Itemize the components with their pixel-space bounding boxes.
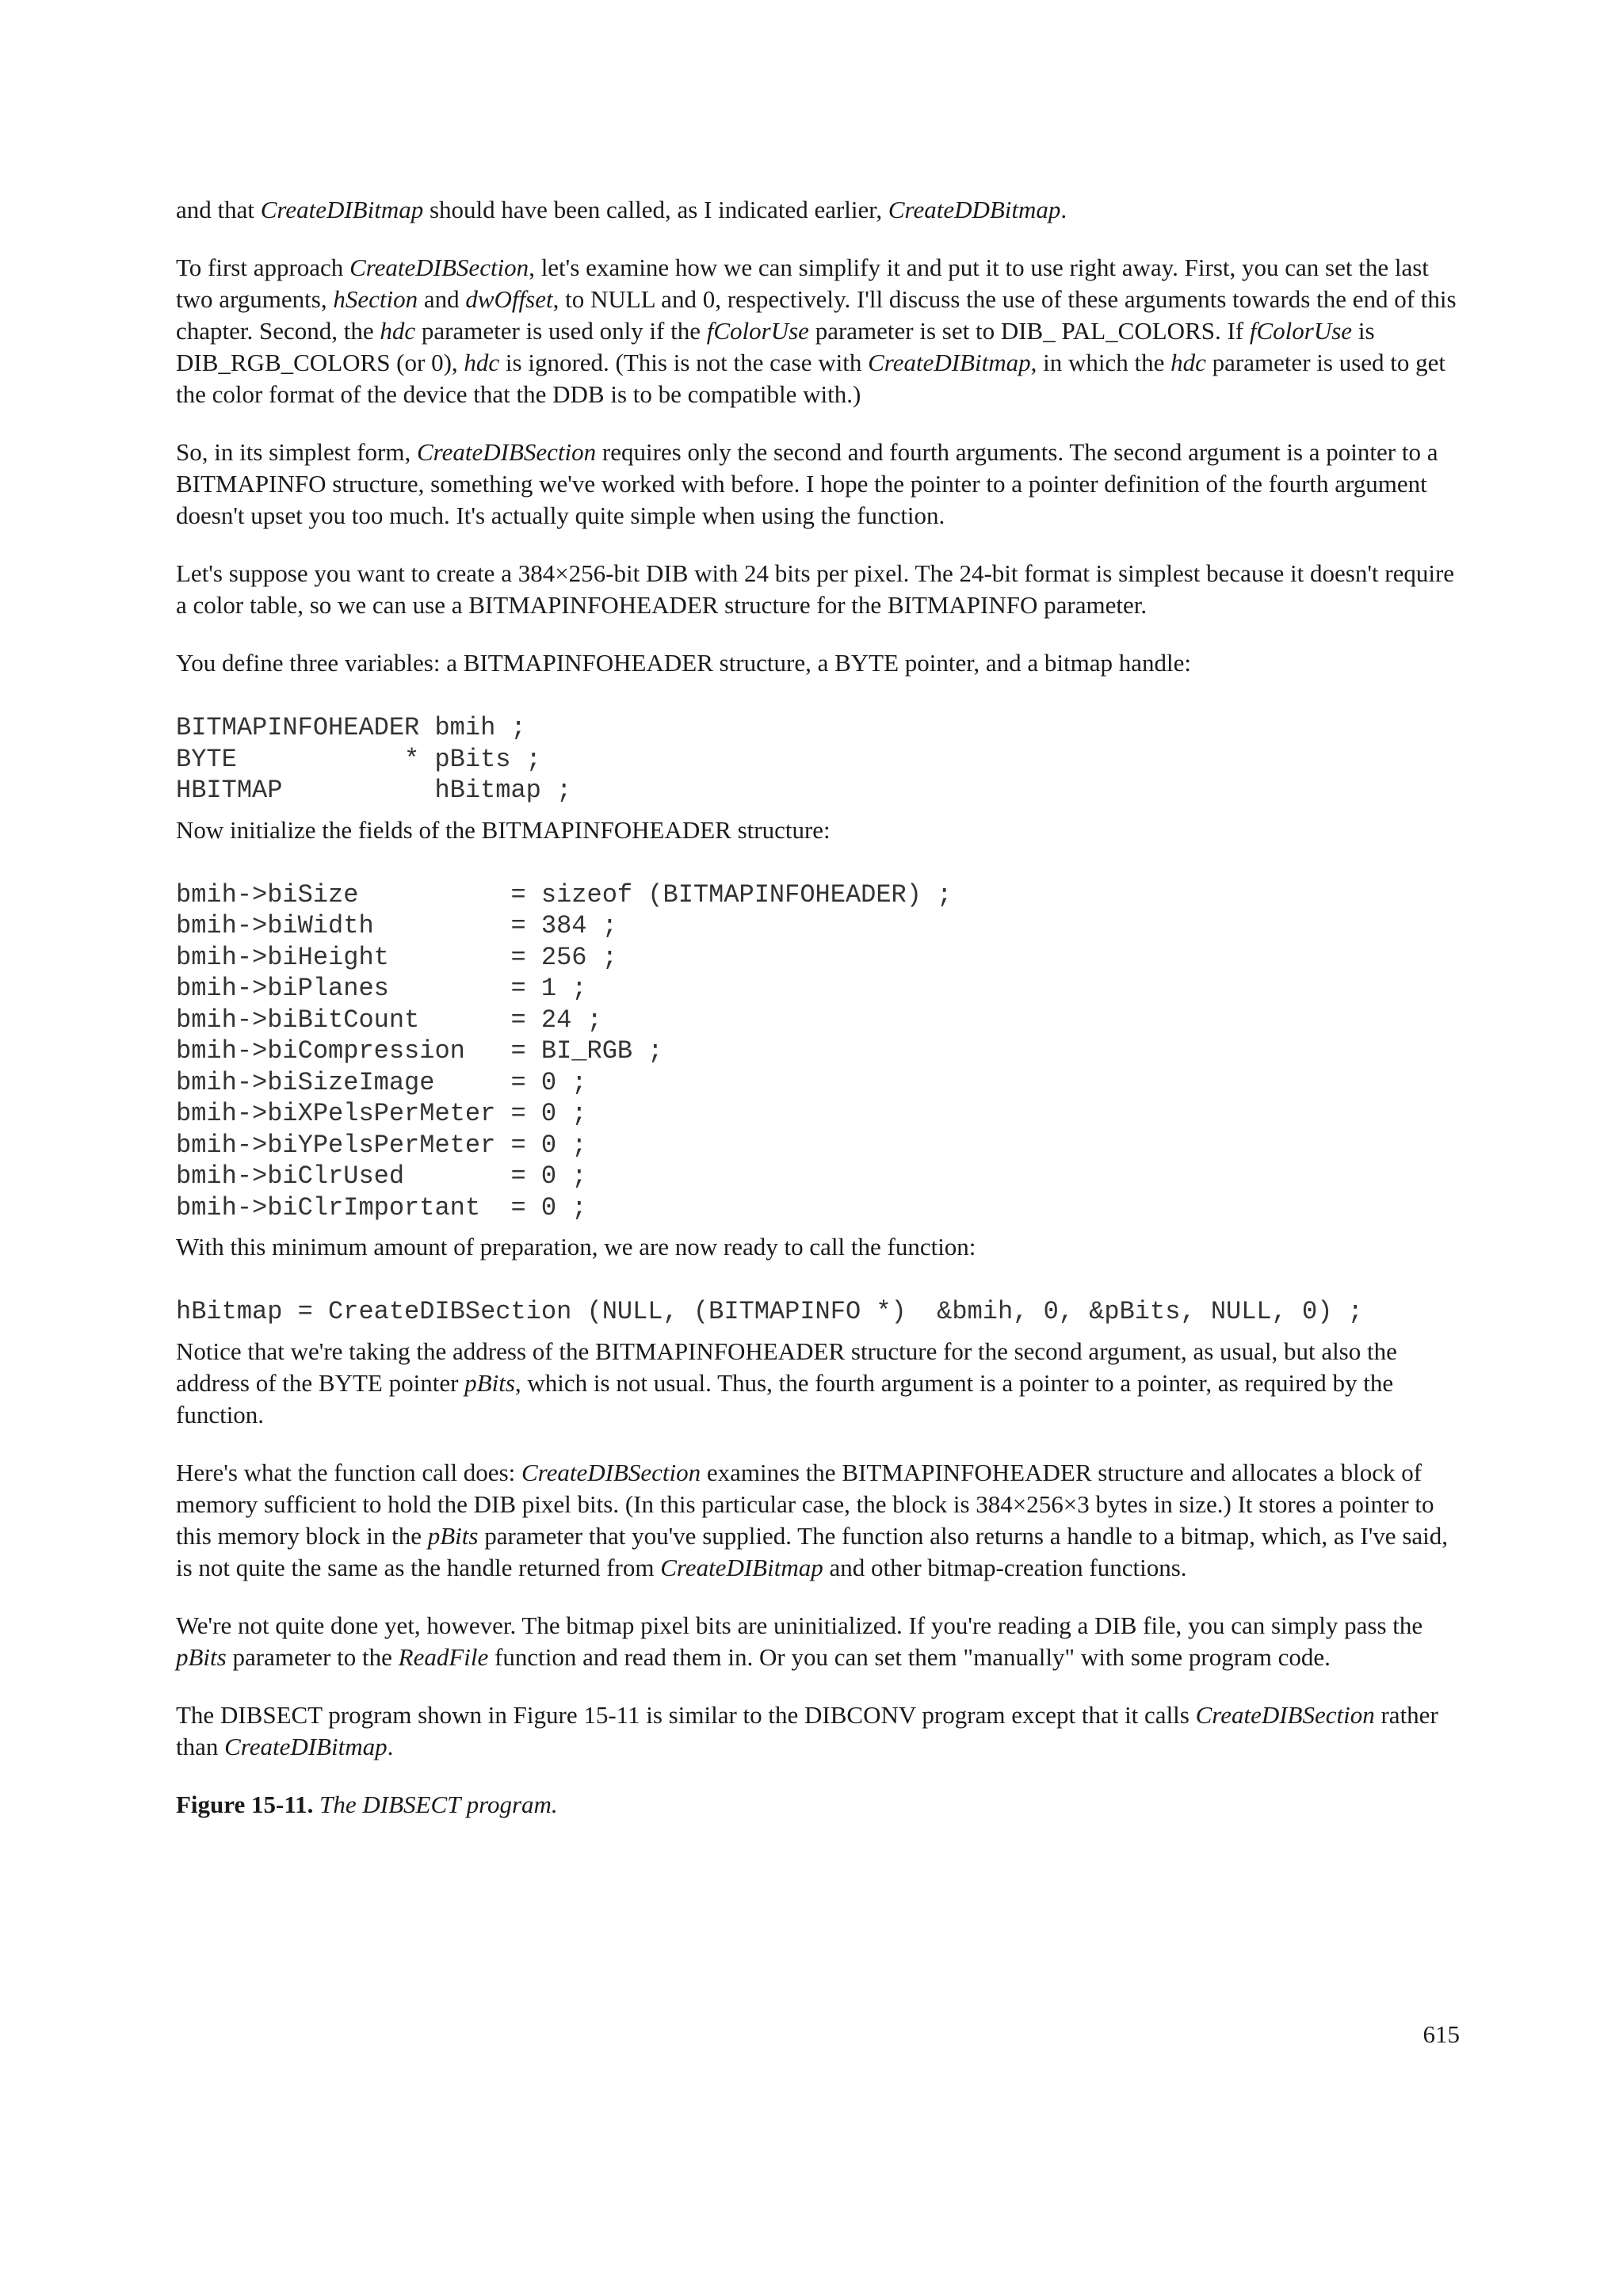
text-run: , let's examine how we can simplify it and put it to use right away. First, you can set the last two arguments, <box>176 254 1429 313</box>
text-run: , to NULL and 0, respectively. I'll discuss the use of these arguments towards the end of this chapter. Second, the <box>176 285 1457 345</box>
paragraph <box>176 814 1460 846</box>
italic-term: CreateDIBSection <box>417 438 597 466</box>
text-run: should have been called, as I indicated earlier, <box>423 196 888 223</box>
text-run: parameter is used only if the <box>415 317 707 345</box>
text-run: parameter that you've supplied. The function also returns a handle to a bitmap, which, as I've said, is not quite the same as the handle returned from <box>176 1521 1448 1581</box>
document-page <box>176 194 1460 1821</box>
text-run: rather than <box>176 1700 1438 1760</box>
paragraph <box>176 1457 1460 1584</box>
italic-term: fColorUse <box>1249 317 1353 345</box>
italic-term: fColorUse <box>706 317 809 345</box>
text-run: parameter is used to get the color format of the device that the DDB is to be compatible with.) <box>176 349 1446 408</box>
text-run: function and read them in. Or you can set them "manually" with some program code. <box>488 1642 1331 1671</box>
text-run: , in which the <box>1030 349 1171 376</box>
code-block <box>176 712 1460 807</box>
code-line: bmih->biHeight = 256 ; <box>176 942 617 972</box>
text-run: Let's suppose you want to create a 384×256-bit DIB with 24 bits per pixel. The 24-bit format is simplest because it doesn't require a color table, so we can use a BITMAPINFOHEADER structure for the BITMAPINFO parameter. <box>176 559 1455 619</box>
code-line: BITMAPINFOHEADER bmih ; <box>176 713 526 742</box>
italic-term: hSection <box>333 285 418 313</box>
text-run: Notice that we're taking the address of the BITMAPINFOHEADER structure for the second argument, as usual, but also the address of the BYTE pointer <box>176 1337 1397 1397</box>
italic-term: ReadFile <box>398 1642 489 1671</box>
text-run: To first approach <box>176 254 350 281</box>
italic-term: CreateDIBitmap <box>868 349 1031 376</box>
paragraph <box>176 647 1460 679</box>
text-run: You define three variables: a BITMAPINFOHEADER structure, a BYTE pointer, and a bitmap handle: <box>176 649 1191 677</box>
code-line: bmih->biWidth = 384 ; <box>176 911 617 940</box>
code-block <box>176 1296 1460 1328</box>
code-line: BYTE * pBits ; <box>176 744 541 774</box>
code-line: bmih->biYPelsPerMeter = 0 ; <box>176 1130 587 1160</box>
text-run: With this minimum amount of preparation, we are now ready to call the function: <box>176 1233 976 1261</box>
italic-term: hdc <box>380 317 416 345</box>
text-run: Now initialize the fields of the BITMAPINFOHEADER structure: <box>176 815 831 844</box>
text-run: . <box>1060 196 1067 223</box>
text-run: is DIB_RGB_COLORS (or 0), <box>176 317 1375 376</box>
paragraph <box>176 252 1460 410</box>
italic-term: CreateDIBSection <box>521 1458 701 1486</box>
code-line: bmih->biCompression = BI_RGB ; <box>176 1036 663 1066</box>
text-run: We're not quite done yet, however. The bitmap pixel bits are uninitialized. If you're reading a DIB file, you can simply pass the <box>176 1611 1423 1639</box>
text-run: and that <box>176 196 261 223</box>
italic-term: CreateDIBSection <box>349 254 529 281</box>
text-run: parameter is set to DIB_ PAL_COLORS. If <box>808 317 1250 345</box>
italic-term: pBits <box>176 1642 227 1671</box>
paragraph <box>176 1610 1460 1673</box>
code-line: bmih->biXPelsPerMeter = 0 ; <box>176 1099 587 1128</box>
text-run: So, in its simplest form, <box>176 438 417 466</box>
figure-label: Figure 15-11. <box>176 1790 314 1818</box>
code-line: bmih->biClrImportant = 0 ; <box>176 1192 587 1222</box>
italic-term: dwOffset <box>465 285 553 313</box>
text-run: The DIBSECT program shown in Figure 15-11 is similar to the DIBCONV program except that it calls <box>176 1700 1196 1729</box>
code-line: hBitmap = CreateDIBSection (NULL, (BITMAPINFO *) &bmih, 0, &pBits, NULL, 0) ; <box>176 1297 1363 1326</box>
text-run: and <box>418 285 466 313</box>
text-run: requires only the second and fourth arguments. The second argument is a pointer to a BITMAPINFO structure, something we've worked with before. I hope the pointer to a pointer definition of the fourth argument doesn't upset you too much. It's actually quite simple when using the function. <box>176 438 1438 529</box>
paragraph <box>176 1699 1460 1763</box>
italic-term: CreateDIBitmap <box>660 1553 823 1581</box>
page-number: 615 <box>1423 2020 1460 2048</box>
code-line: bmih->biClrUsed = 0 ; <box>176 1161 587 1191</box>
text-run: . <box>387 1732 394 1760</box>
code-line: bmih->biSize = sizeof (BITMAPINFOHEADER) ; <box>176 879 953 910</box>
paragraph <box>176 194 1460 226</box>
italic-term: CreateDDBitmap <box>888 196 1061 223</box>
text-run: , which is not usual. Thus, the fourth argument is a pointer to a pointer, as required by the function. <box>176 1368 1394 1428</box>
figure-caption <box>176 1789 1460 1821</box>
code-line: bmih->biBitCount = 24 ; <box>176 1005 602 1035</box>
code-line: HBITMAP hBitmap ; <box>176 776 572 805</box>
paragraph <box>176 558 1460 621</box>
text-run: parameter to the <box>226 1642 399 1671</box>
italic-term: CreateDIBSection <box>1195 1700 1375 1729</box>
figure-title: The DIBSECT program. <box>313 1790 558 1818</box>
text-run: examines the BITMAPINFOHEADER structure and allocates a block of memory sufficient to hold the DIB pixel bits. (In this particular case, the block is 384×256×3 bytes in size.) It stores a pointer to this memory block in the <box>176 1458 1434 1550</box>
text-run: and other bitmap-creation functions. <box>823 1553 1187 1581</box>
paragraph <box>176 437 1460 532</box>
italic-term: pBits <box>427 1521 479 1550</box>
text-run: Here's what the function call does: <box>176 1458 521 1486</box>
italic-term: pBits <box>464 1368 515 1397</box>
paragraph <box>176 1231 1460 1263</box>
code-block <box>176 879 1460 1224</box>
code-line: bmih->biSizeImage = 0 ; <box>176 1067 587 1097</box>
italic-term: CreateDIBitmap <box>260 196 424 223</box>
italic-term: CreateDIBitmap <box>224 1732 388 1760</box>
code-line: bmih->biPlanes = 1 ; <box>176 974 587 1003</box>
text-run: is ignored. (This is not the case with <box>499 349 869 376</box>
italic-term: hdc <box>1170 349 1206 376</box>
paragraph <box>176 1336 1460 1431</box>
italic-term: hdc <box>464 349 500 376</box>
